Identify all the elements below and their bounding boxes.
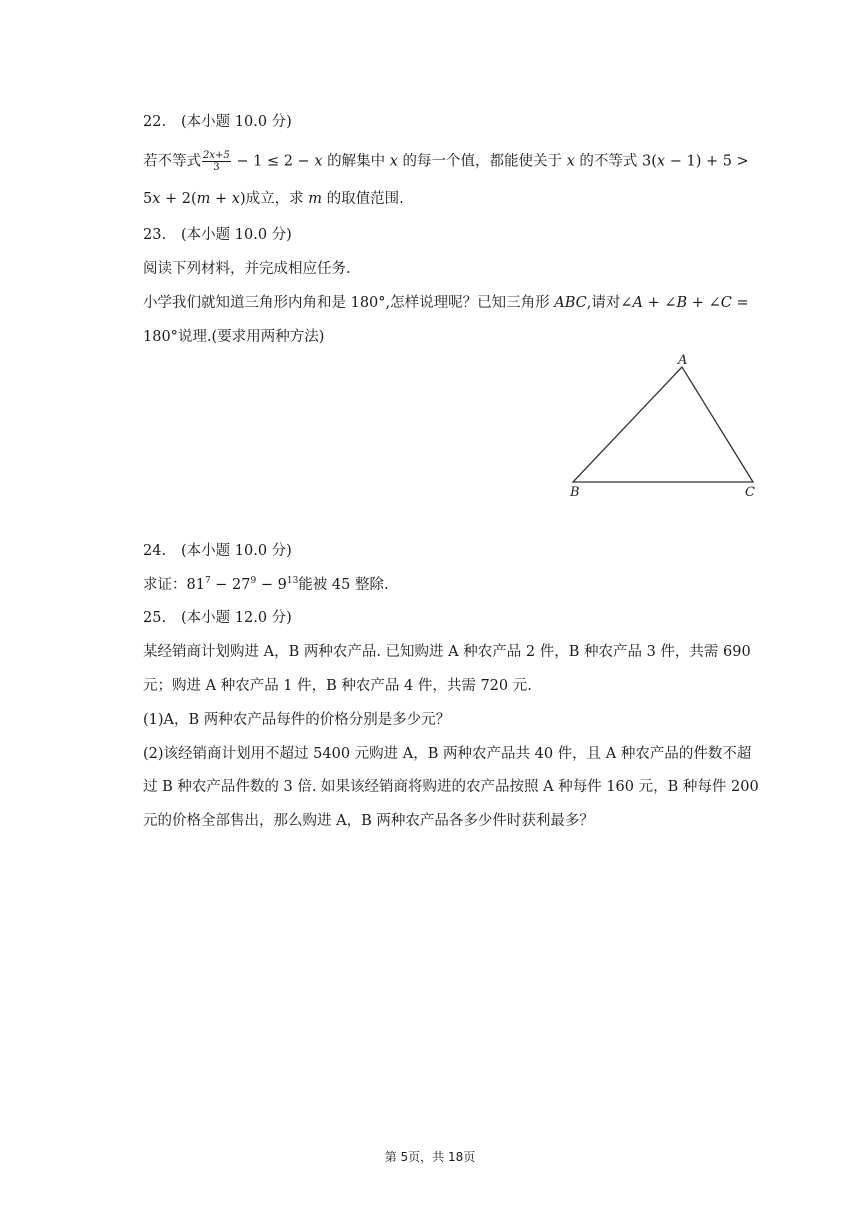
q23-text: + ∠ xyxy=(643,295,677,311)
math-var: m xyxy=(196,191,211,207)
q25-number: 25. xyxy=(143,610,167,626)
vertex-label-c: C xyxy=(745,485,755,500)
q23-line-2 xyxy=(143,293,749,313)
q22-text: + 2( xyxy=(160,191,197,207)
q24-text: − 27 xyxy=(210,577,251,593)
q25-line-5: 过 B 种农产品件数的 3 倍. 如果该经销商将购进的农产品按照 A 种每件 160 元，B 种每件 200 xyxy=(143,779,759,795)
q22-score: (本小题 10.0 分) xyxy=(181,114,292,130)
vertex-label-a: A xyxy=(678,353,688,368)
q22-text: 的每一个值，都能使关于 xyxy=(397,153,567,170)
q24-text: − 9 xyxy=(256,577,287,593)
q22-text: 5 xyxy=(143,191,153,207)
fraction-numerator: 2x+5 xyxy=(203,150,230,161)
page-footer: 第 5页，共 18页 xyxy=(384,1150,476,1164)
q23-number: 23. xyxy=(143,227,167,243)
q25-line-3: (1)A，B 两种农产品每件的价格分别是多少元？ xyxy=(143,712,451,728)
math-var: x xyxy=(656,153,666,170)
q22-number: 22. xyxy=(143,114,167,130)
q25-line-1: 某经销商计划购进 A，B 两种农产品. 已知购进 A 种农产品 2 件，B 种农产品 3 件，共需 690 xyxy=(143,644,751,660)
q23-text: ,请对∠ xyxy=(586,295,633,311)
math-var: m xyxy=(308,191,323,207)
q23-text: = xyxy=(731,295,749,311)
q22-line-2 xyxy=(143,189,404,209)
q22-text: + xyxy=(210,191,232,207)
math-var: x xyxy=(314,153,323,170)
q25-line-6: 元的价格全部售出，那么购进 A，B 两种农产品各多少件时获利最多？ xyxy=(143,813,594,829)
q22-text: 若不等式 xyxy=(143,153,201,170)
q22-text: )成立，求 xyxy=(239,191,309,207)
math-var: A xyxy=(632,295,644,311)
math-var: x xyxy=(152,191,161,207)
exponent: 13 xyxy=(286,576,299,586)
q23-line-3: 180°说理.(要求用两种方法) xyxy=(143,329,325,345)
q22-fraction xyxy=(202,150,231,173)
q24-text: 能被 45 整除. xyxy=(298,577,389,593)
q24-line-1 xyxy=(143,575,389,595)
q22-text: 的解集中 xyxy=(322,153,390,170)
q22-text: 的取值范围. xyxy=(322,191,404,207)
vertex-label-b: B xyxy=(570,485,580,500)
q25-line-2: 元；购进 A 种农产品 1 件，B 种农产品 4 件，共需 720 元. xyxy=(143,678,532,694)
q24-score: (本小题 10.0 分) xyxy=(181,543,292,559)
q22-header xyxy=(143,112,292,132)
exponent: 7 xyxy=(204,576,211,586)
q24-header xyxy=(143,541,292,561)
q23-score: (本小题 10.0 分) xyxy=(181,227,292,243)
q23-header xyxy=(143,225,292,245)
q23-line-1: 阅读下列材料，并完成相应任务. xyxy=(143,261,351,277)
q24-number: 24. xyxy=(143,543,167,559)
q22-line-1 xyxy=(143,150,749,173)
q23-text: + ∠ xyxy=(687,295,721,311)
q22-text: − 1 ≤ 2 − xyxy=(231,153,315,170)
exponent: 9 xyxy=(250,576,257,586)
math-var: x xyxy=(566,153,575,170)
q25-line-4: (2)该经销商计划用不超过 5400 元购进 A，B 两种农产品共 40 件，且 A 种农产品的件数不超 xyxy=(143,746,752,762)
q23-text: 小学我们就知道三角形内角和是 180°,怎样说理呢？已知三角形 xyxy=(143,295,555,311)
q22-text: 的不等式 3( xyxy=(574,153,657,170)
math-var: C xyxy=(720,295,732,311)
math-var: ABC xyxy=(554,295,587,311)
math-var: B xyxy=(676,295,688,311)
triangle-shape xyxy=(573,367,753,482)
math-var: x xyxy=(389,153,398,170)
q22-text: − 1) + 5 > xyxy=(665,153,749,170)
q24-text: 求证：81 xyxy=(143,577,205,593)
fraction-denominator: 3 xyxy=(213,162,220,173)
q25-header xyxy=(143,608,292,628)
triangle-abc-figure xyxy=(565,352,765,502)
math-var: x xyxy=(231,191,240,207)
q25-score: (本小题 12.0 分) xyxy=(181,610,292,626)
